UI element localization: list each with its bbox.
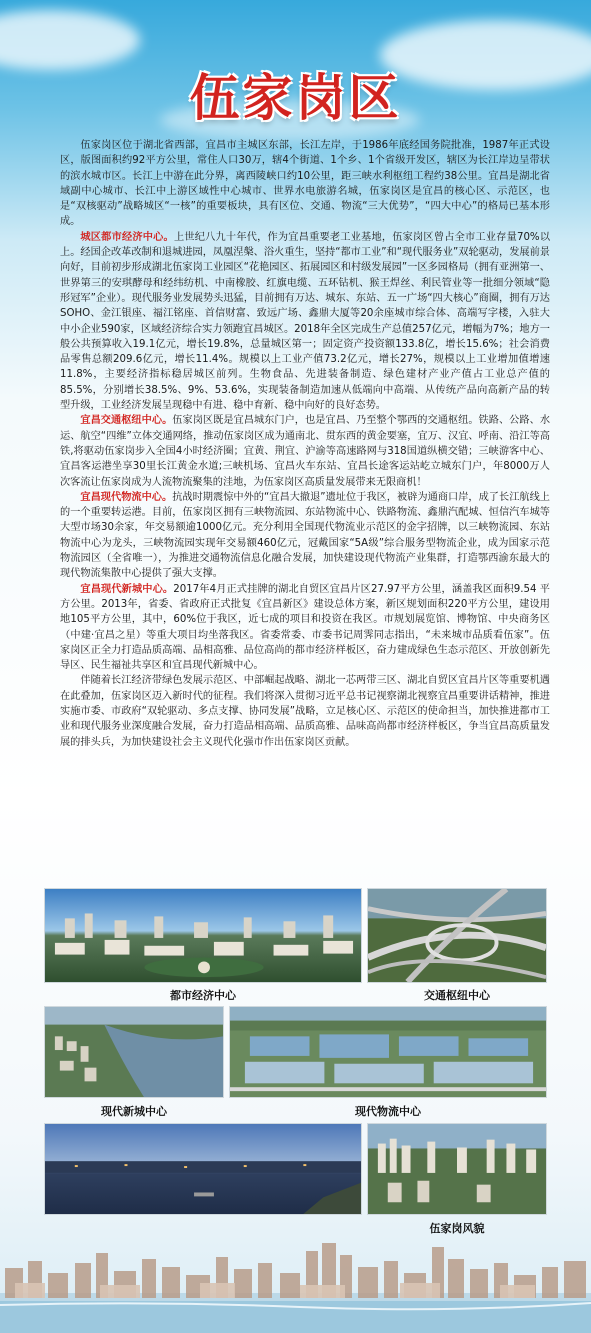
logistics-caption: 现代物流中心: [355, 1105, 421, 1118]
paragraph: [60, 582, 550, 674]
paragraph-text: 抗战时期震惊中外的“宜昌大撤退”遗址位于我区，被辟为通商口岸，成了长江航线上的一个重要转运港。目前，伍家岗区拥有三峡物流园、东站物流中心、铁路物流、鑫鼎汽配城、恒信汽车城等大型市场30余家，年交易额逾1000亿元。充分利用全国现代物流业示范区的金字招牌，以三峡物流园、东站物流中心为龙头，三峡物流园实现年交易额460亿元，冠戴国家“5A级”综合服务型物流企业，成为国家示范物流园区（全省唯一），为推进交通物流信息化融合发展，加快建设现代物流产业集群，打造鄂西渝东最大的现代物流集散中心提供了强大支撑。: [60, 491, 550, 580]
section-heading: 宜昌现代物流中心。: [80, 491, 173, 503]
section-heading: 宜昌现代新城中心。: [80, 583, 174, 595]
page-title: 伍家岗区: [189, 68, 402, 127]
transport-hub-caption: 交通枢纽中心: [424, 989, 490, 1002]
paragraph-text: 伍家岗区位于湖北省西部，宜昌市主城区东部，长江左岸，于1986年底经国务院批准，1987年正式设区，版图面积约92平方公里，常住人口30万，辖4个街道、1个乡、1个省级开发区，辖区为长江岸边呈带状的滨水城市区。长江上中游在此分界，离西陵峡口约10公里，距三峡水利枢纽工程约38公里。宜昌是湖北省域副中心城市、长江中上游区域性中心城市、世界水电旅游名城，伍家岗区是宜昌的核心区、示范区，也是“双核驱动”战略城区“一核”的重要板块，具有区位、交通、物流“三大优势”，“四大中心”的格局已基本形成。: [60, 140, 550, 228]
urban-economy-photo: [44, 888, 362, 983]
urban-economy-caption: 都市经济中心: [170, 989, 236, 1002]
paragraph: [60, 490, 550, 582]
paragraph: [60, 673, 550, 749]
new-city-photo: [44, 1006, 224, 1098]
new-city-caption: 现代新城中心: [101, 1105, 167, 1118]
district-scenery-photo: [367, 1123, 547, 1215]
transport-hub-photo: [367, 888, 547, 983]
paragraph: [60, 413, 550, 489]
logistics-photo: [229, 1006, 547, 1098]
scenery-caption: 伍家岗风貌: [429, 1222, 485, 1235]
section-heading: 城区都市经济中心。: [80, 231, 174, 243]
paragraph: [60, 138, 550, 230]
section-heading: 宜昌交通枢纽中心。: [80, 415, 173, 427]
paragraph-text: 伍家岗区既是宜昌城东门户，也是宜昌、乃至整个鄂西的交通枢纽。铁路、公路、水运、航空“四维”立体交通网络，推动伍家岗区成为通南北、贯东西的黄金要塞，宜万、汉宜、呼南、沿江等高铁,将驱动伍家岗步入全国4小时经济圈；宜黄、荆宜、沪渝等高速路网与318国道纵横交错；三峡游客中心、宜昌客运港坐享30里长江黄金水道;三峡机场、宜昌火车东站、宜昌长途客运站屹立城东门户，年8000万人次客流让伍家岗成为人流物流聚集的洼地，为伍家岗区高质量发展带来无限商机！: [60, 415, 551, 488]
paragraph: [60, 230, 550, 414]
paragraph-text: 2017年4月正式挂牌的湖北自贸区宜昌片区27.97平方公里，涵盖我区面积9.54 平方公里。2013年，省委、省政府正式批复《宜昌新区》建设总体方案，新区规划面积220平方公里，建设用地105平方公里，其中，60%位于我区，近七成的项目和投资在我区。市规划展览馆、博物馆、中央商务区（中建·宜昌之星）等重大项目均坐落我区。省委常委、市委书记周霁同志指出，“未来城市品质看伍家”。伍家岗区正全力打造品质高端、品相高雅、品位高尚的都市经济样板区，奋力建成绿色生态示范区、开放创新先导区、民生福祉共享区和宜昌现代新城中心。: [60, 583, 550, 672]
skyline-illustration: [0, 1223, 591, 1333]
article-body: [60, 138, 550, 750]
paragraph-text: 上世纪八九十年代，作为宜昌重要老工业基地，伍家岗区曾占全市工业存量70%以上。经国企改革改制和退城进园，凤凰涅槃、浴火重生，坚持“都市工业”和“现代服务业”双轮驱动，发展前景向好，目前初步形成湖北伍家岗工业园区“花艳园区、拓展园区和村级发展园”一区多园格局（拥有亚洲第一、世界第三的安琪酵母和经纬纺机、中南橡胶、红旗电缆、五环钻机、猴王焊丝、利民管业等一批细分领域“隐形冠军”企业）。现代服务业发展势头迅猛，目前拥有万达、城东、东站、五一广场“四大核心”商圈，拥有万达SOHO、金江银座、福江铭座、首信财富、致远广场、鑫鼎大厦等20余座城市综合体、高端写字楼，入驻大中小企业590家，区域经济综合实力领跑宜昌城区。2018年全区完成生产总值257亿元，增幅为7%；地方一般公共预算收入19.1亿元，增长19.8%，总量城区第一；固定资产投资额133.8亿，增长15.6%；社会消费品零售总额209.6亿元，增长11.4%。规模以上工业产值73.2亿元，增长27%，规模以上工业增加值增速11.8%，主要经济指标稳居城区前列。生物食品、先进装备制造、绿色建材产业产值占工业总产值的85.5%，分别增长38.5%、9%、53.6%，实现装备制造加速从低端向中高端、从传统产品向高新产品的转型升级，工业经济发展呈现稳中有进、稳中育新、稳中向好的良好态势。: [60, 231, 551, 412]
river-panorama-photo: [44, 1123, 362, 1215]
paragraph-text: 伴随着长江经济带绿色发展示范区、中部崛起战略、湖北一芯两带三区、湖北自贸区宜昌片区等重要机遇在此叠加，伍家岗区迈入新时代的征程。我们将深入贯彻习近平总书记视察湖北视察宜昌重要讲话精神，推进实施市委、市政府“双轮驱动、多点支撑、协同发展”战略，立足核心区、示范区的使命担当，加快推进都市工业和现代服务业深度融合发展，奋力打造品相高端、品质高雅、品味高尚都市经济样板区，争当宜昌高质量发展的排头兵，为加快建设社会主义现代化强市作出伍家岗区贡献。: [60, 675, 550, 748]
